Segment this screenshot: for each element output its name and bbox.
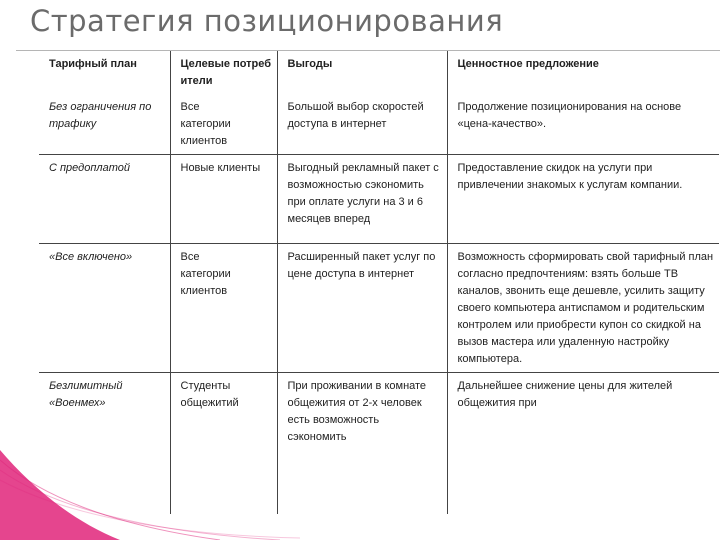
- header-benefit: Выгоды: [277, 51, 447, 94]
- cell-value: Возможность сформировать свой тарифный план согласно предпочтениям: взять больше ТВ каналов, звонить еще дешевле, усилить защиту своего компьютера антиспамом и родительским контролем или приобрести купон со скидкой на вызов мастера или удаленную настройку компьютера.: [447, 244, 719, 373]
- page-title: Стратегия позиционирования: [30, 4, 504, 38]
- header-target: Целевые потребители: [170, 51, 277, 94]
- cell-benefit: При проживании в комнате общежития от 2-х человек есть возможность сэкономить: [277, 373, 447, 515]
- header-value: Ценностное предложение: [447, 51, 719, 94]
- cell-benefit: Большой выбор скоростей доступа в интернет: [277, 94, 447, 155]
- pink-wave-decoration: [0, 450, 300, 540]
- cell-value: Продолжение позиционирования на основе «цена-качество».: [447, 94, 719, 155]
- header-plan: Тарифный план: [49, 58, 137, 70]
- cell-benefit: Расширенный пакет услуг по цене доступа в интернет: [277, 244, 447, 373]
- cell-target: Все категории клиентов: [170, 244, 277, 373]
- cell-value: Предоставление скидок на услуги при привлечении знакомых к услугам компании.: [447, 155, 719, 244]
- cell-plan: Безлимитный «Военмех»: [39, 373, 170, 515]
- table-row: [39, 244, 719, 373]
- header-row: [39, 51, 719, 94]
- cell-benefit: Выгодный рекламный пакет с возможностью сэкономить при оплате услуги на 3 и 6 месяцев вперед: [277, 155, 447, 244]
- positioning-table: [39, 51, 719, 514]
- cell-value: Дальнейшее снижение цены для жителей общежития при: [447, 373, 719, 515]
- cell-target: Студенты общежитий: [170, 373, 277, 515]
- cell-plan: С предоплатой: [39, 155, 170, 244]
- table-row: [39, 155, 719, 244]
- table-row: [39, 94, 719, 155]
- cell-plan: «Все включено»: [39, 244, 170, 373]
- cell-target: Новые клиенты: [170, 155, 277, 244]
- cell-target: Все категории клиентов: [170, 94, 277, 155]
- cell-plan: Без ограничения по трафику: [49, 101, 152, 130]
